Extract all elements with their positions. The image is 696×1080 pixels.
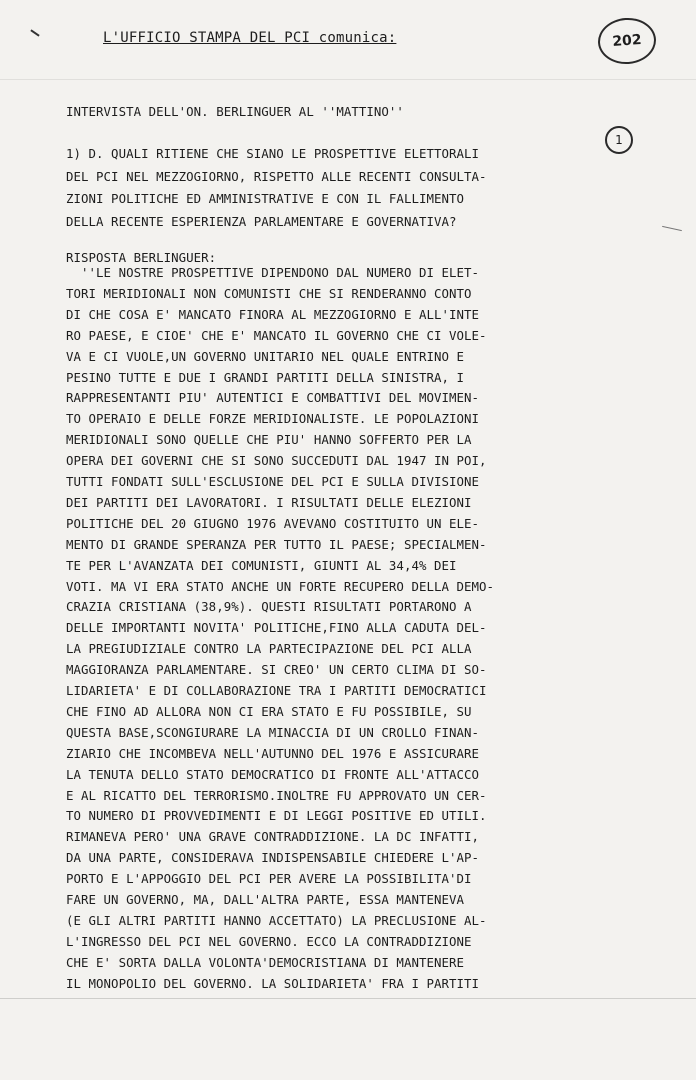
answer-line: POLITICHE DEL 20 GIUGNO 1976 AVEVANO COSTITUITO UN ELE- bbox=[66, 515, 480, 531]
answer-line: FARE UN GOVERNO, MA, DALL'ALTRA PARTE, ESSA MANTENEVA bbox=[66, 892, 465, 907]
answer-line: L'INGRESSO DEL PCI NEL GOVERNO. ECCO LA CONTRADDIZIONE bbox=[66, 933, 472, 949]
answer-line: OPERA DEI GOVERNI CHE SI SONO SUCCEDUTI DAL 1947 IN POI, bbox=[66, 453, 487, 469]
answer-line: LA PREGIUDIZIALE CONTRO LA PARTECIPAZIONE DEL PCI ALLA bbox=[66, 641, 472, 657]
answer-line: DI CHE COSA E' MANCATO FINORA AL MEZZOGIORNO E ALL'INTE bbox=[66, 306, 480, 322]
answer-line: CHE FINO AD ALLORA NON CI ERA STATO E FU POSSIBILE, SU bbox=[66, 703, 472, 719]
answer-line: RIMANEVA PERO' UNA GRAVE CONTRADDIZIONE. LA DC INFATTI, bbox=[66, 829, 480, 845]
press-office-header: L'UFFICIO STAMPA DEL PCI comunica: bbox=[103, 30, 397, 46]
answer-line: LA TENUTA DELLO STATO DEMOCRATICO DI FRONTE ALL'ATTACCO bbox=[66, 766, 480, 782]
answer-line: IL MONOPOLIO DEL GOVERNO. LA SOLIDARIETA' FRA I PARTITI bbox=[66, 975, 480, 991]
answer-line: DA UNA PARTE, CONSIDERAVA INDISPENSABILE CHIEDERE L'AP- bbox=[66, 850, 480, 866]
answer-line: TO OPERAIO E DELLE FORZE MERIDIONALISTE. LE POPOLAZIONI bbox=[66, 411, 480, 427]
question-line: DEL PCI NEL MEZZOGIORNO, RISPETTO ALLE RECENTI CONSULTA- bbox=[66, 168, 487, 184]
answer-line: LIDARIETA' E DI COLLABORAZIONE TRA I PARTITI DEMOCRATICI bbox=[66, 683, 487, 698]
answer-label: RISPOSTA BERLINGUER: bbox=[66, 250, 217, 265]
answer-line: (E GLI ALTRI PARTITI HANNO ACCETTATO) LA PRECLUSIONE AL- bbox=[66, 912, 487, 928]
answer-line: MENTO DI GRANDE SPERANZA PER TUTTO IL PAESE; SPECIALMEN- bbox=[66, 536, 487, 552]
fold-line-top bbox=[0, 79, 696, 80]
question-line: ZIONI POLITICHE ED AMMINISTRATIVE E CON IL FALLIMENTO bbox=[66, 191, 465, 206]
section-number-mark: 1 bbox=[605, 126, 633, 154]
answer-line: E AL RICATTO DEL TERRORISMO.INOLTRE FU APPROVATO UN CER- bbox=[66, 787, 487, 803]
answer-line: QUESTA BASE,SCONGIURARE LA MINACCIA DI UN CROLLO FINAN- bbox=[66, 724, 480, 740]
answer-line: ''LE NOSTRE PROSPETTIVE DIPENDONO DAL NUMERO DI ELET- bbox=[66, 265, 480, 280]
answer-line: MAGGIORANZA PARLAMENTARE. SI CREO' UN CERTO CLIMA DI SO- bbox=[66, 662, 487, 678]
answer-line: TE PER L'AVANZATA DEI COMUNISTI, GIUNTI AL 34,4% DEI bbox=[66, 557, 457, 573]
answer-line: MERIDIONALI SONO QUELLE CHE PIU' HANNO SOFFERTO PER LA bbox=[66, 432, 472, 448]
question-line: 1) D. QUALI RITIENE CHE SIANO LE PROSPETTIVE ELETTORALI bbox=[66, 146, 480, 161]
answer-line: VA E CI VUOLE,UN GOVERNO UNITARIO NEL QUALE ENTRINO E bbox=[66, 348, 465, 364]
interview-title: INTERVISTA DELL'ON. BERLINGUER AL ''MATTINO'' bbox=[66, 104, 404, 119]
question-line: DELLA RECENTE ESPERIENZA PARLAMENTARE E GOVERNATIVA? bbox=[66, 213, 457, 229]
answer-line: ZIARIO CHE INCOMBEVA NELL'AUTUNNO DEL 1976 E ASSICURARE bbox=[66, 745, 480, 761]
pen-tick-mark bbox=[30, 29, 39, 36]
answer-line: TORI MERIDIONALI NON COMUNISTI CHE SI RENDERANNO CONTO bbox=[66, 285, 472, 301]
answer-line: TUTTI FONDATI SULL'ESCLUSIONE DEL PCI E SULLA DIVISIONE bbox=[66, 474, 480, 489]
answer-line: TO NUMERO DI PROVVEDIMENTI E DI LEGGI POSITIVE ED UTILI. bbox=[66, 808, 487, 824]
answer-line: RO PAESE, E CIOE' CHE E' MANCATO IL GOVERNO CHE CI VOLE- bbox=[66, 327, 487, 343]
answer-line: CHE E' SORTA DALLA VOLONTA'DEMOCRISTIANA DI MANTENERE bbox=[66, 954, 465, 970]
answer-line: CRAZIA CRISTIANA (38,9%). QUESTI RISULTATI PORTARONO A bbox=[66, 599, 472, 615]
fold-line-bottom bbox=[0, 998, 696, 999]
answer-line: VOTI. MA VI ERA STATO ANCHE UN FORTE RECUPERO DELLA DEMO- bbox=[66, 578, 495, 594]
answer-line: RAPPRESENTANTI PIU' AUTENTICI E COMBATTIVI DEL MOVIMEN- bbox=[66, 390, 480, 406]
margin-mark bbox=[662, 226, 682, 231]
answer-line: PORTO E L'APPOGGIO DEL PCI PER AVERE LA POSSIBILITA'DI bbox=[66, 871, 472, 887]
page-number-stamp: 202 bbox=[596, 16, 657, 66]
answer-line: DELLE IMPORTANTI NOVITA' POLITICHE,FINO ALLA CADUTA DEL- bbox=[66, 620, 487, 636]
answer-line: PESINO TUTTE E DUE I GRANDI PARTITI DELLA SINISTRA, I bbox=[66, 369, 465, 385]
answer-line: DEI PARTITI DEI LAVORATORI. I RISULTATI DELLE ELEZIONI bbox=[66, 494, 472, 510]
